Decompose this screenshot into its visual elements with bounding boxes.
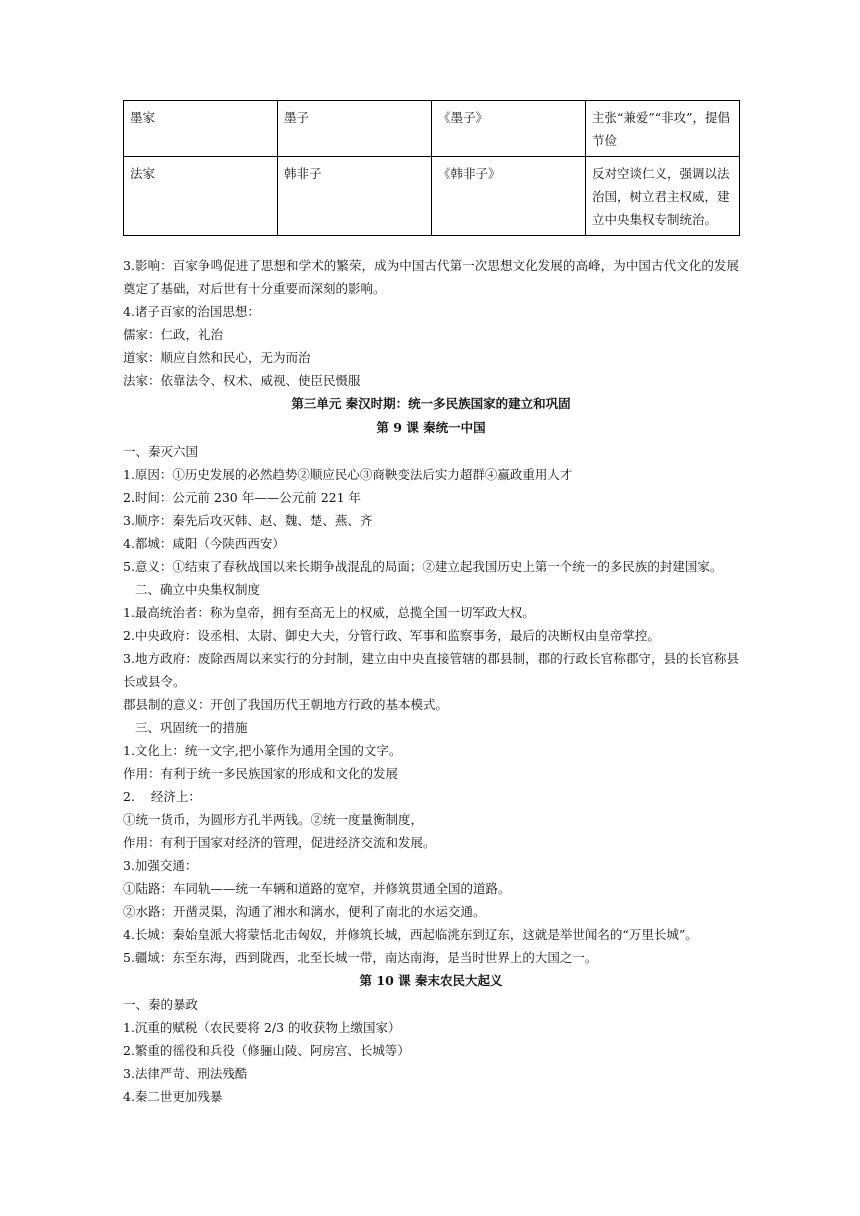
section-heading: 一、秦的暴政 [123, 997, 199, 1012]
unit-title: 第三单元 秦汉时期：统一多民族国家的建立和巩固 [291, 396, 571, 411]
table-cell-book: 《墨子》 [432, 101, 586, 157]
table-row [124, 157, 740, 236]
table-cell-idea: 主张“兼爱”“非攻”，提倡节俭 [586, 101, 740, 157]
list-item: ①陆路：车同轨——统一车辆和道路的宽窄，并修筑贯通全国的道路。 [123, 881, 511, 896]
table-cell-person: 韩非子 [278, 157, 432, 236]
list-item: 1.原因：①历史发展的必然趋势②顺应民心③商鞅变法后实力超群④嬴政重用人才 [123, 467, 573, 482]
table-cell-book: 《韩非子》 [432, 157, 586, 236]
list-item: 4.长城：秦始皇派大将蒙恬北击匈奴，并修筑长城，西起临洮东到辽东，这就是举世闻名的“万里长城”。 [123, 927, 698, 942]
list-item: 1.最高统治者：称为皇帝，拥有至高无上的权威，总揽全国一切军政大权。 [123, 605, 535, 620]
list-item: 3.顺序：秦先后攻灭韩、赵、魏、楚、燕、齐 [123, 513, 373, 528]
taoist-line: 道家：顺应自然和民心，无为而治 [123, 350, 311, 365]
list-item: 2.时间：公元前 230 年——公元前 221 年 [123, 490, 362, 505]
section-heading: 二、确立中央集权制度 [135, 582, 261, 597]
list-item: 2. 经济上： [123, 789, 201, 804]
list-item: 4.秦二世更加残暴 [123, 1089, 223, 1104]
lesson10-title: 第 10 课 秦末农民大起义 [359, 973, 503, 988]
list-item: 1.文化上：统一文字,把小篆作为通用全国的文字。 [123, 743, 402, 758]
document-body [123, 254, 739, 1108]
list-item: 4.都城：咸阳（今陕西西安） [123, 536, 285, 551]
table-cell-school: 墨家 [124, 101, 278, 157]
table-cell-person: 墨子 [278, 101, 432, 157]
list-item: 作用：有利于统一多民族国家的形成和文化的发展 [123, 766, 399, 781]
list-item: 5.疆域：东至东海，西到陇西，北至长城一带，南达南海，是当时世界上的大国之一。 [123, 950, 598, 965]
influence-paragraph: 3.影响：百家争鸣促进了思想和学术的繁荣，成为中国古代第一次思想文化发展的高峰，为中国古代文化的发展奠定了基础，对后世有十分重要而深刻的影响。 [123, 258, 739, 296]
list-item: ②水路：开凿灵渠，沟通了湘水和漓水，便利了南北的水运交通。 [123, 904, 486, 919]
table-row [124, 101, 740, 157]
list-item: 1.沉重的赋税（农民要将 2/3 的收获物上缴国家） [123, 1020, 401, 1035]
list-item: 3.加强交通： [123, 858, 198, 873]
lesson9-title: 第 9 课 秦统一中国 [376, 420, 486, 435]
list-item: 3.地方政府：废除西周以来实行的分封制，建立由中央直接管辖的郡县制，郡的行政长官称郡守，县的长官称县长或县令。 [123, 651, 739, 689]
list-item: ①统一货币，为圆形方孔半两钱。②统一度量衡制度， [123, 812, 424, 827]
list-item: 2.中央政府：设丞相、太尉、御史大夫，分管行政、军事和监察事务，最后的决断权由皇帝掌控。 [123, 628, 660, 643]
document-page [123, 100, 739, 1108]
list-item: 郡县制的意义：开创了我国历代王朝地方行政的基本模式。 [123, 697, 449, 712]
section-heading: 三、巩固统一的措施 [135, 720, 248, 735]
list-item: 5.意义：①结束了春秋战国以来长期争战混乱的局面；②建立起我国历史上第一个统一的多民族的封建国家。 [123, 559, 723, 574]
governance-title: 4.诸子百家的治国思想： [123, 304, 260, 319]
table-cell-school: 法家 [124, 157, 278, 236]
table-cell-idea: 反对空谈仁义，强调以法治国，树立君主权威，建立中央集权专制统治。 [586, 157, 740, 236]
confucian-line: 儒家：仁政，礼治 [123, 327, 224, 342]
schools-table [123, 100, 740, 236]
list-item: 3.法律严苛、刑法残酷 [123, 1066, 248, 1081]
legalist-line: 法家：依靠法令、权术、威视、使臣民慑服 [123, 373, 361, 388]
section-heading: 一、秦灭六国 [123, 444, 199, 459]
list-item: 作用：有利于国家对经济的管理，促进经济交流和发展。 [123, 835, 436, 850]
list-item: 2.繁重的徭役和兵役（修骊山陵、阿房宫、长城等） [123, 1043, 410, 1058]
